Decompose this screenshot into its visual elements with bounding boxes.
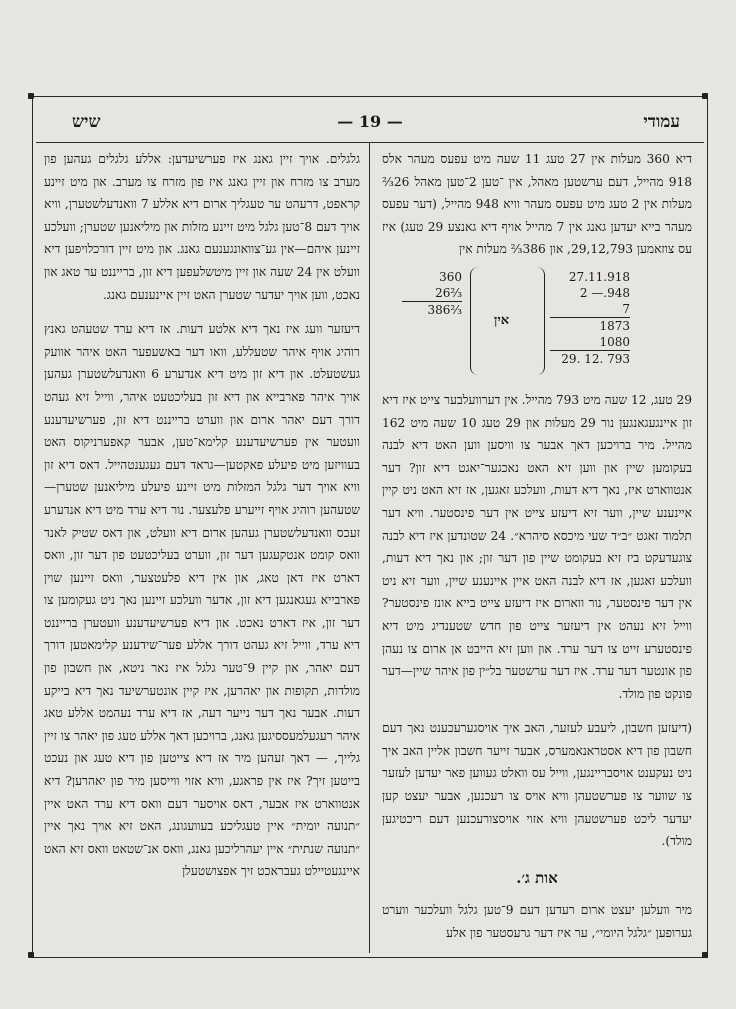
calc-value: 1080 [599, 334, 630, 349]
header-rule [36, 142, 704, 143]
paragraph: מיר וועלען יעצט ארום רעדען דעם 9־טען גלגל וועלכער ווערט גערופען ״גלגל היומי״, ער איז דער גרעסטער פון אלע [382, 903, 692, 941]
calc-total: 29. 12. 793 [550, 350, 630, 367]
frame-corner [28, 93, 34, 99]
calc-degrees [402, 269, 462, 318]
calc-value: 2 —.948 [579, 285, 630, 300]
right-column [382, 148, 692, 945]
paragraph: דיא 360 מעלות אין 27 טעג 11 שעה מיט עפעס מעהר אלס 918 מהייל, דעם ערשטען מאהל, אין ־טען 2־טען מאהל 26⅔ מעלות אין 2 טעג מיט עפעס מעהר וויא 948 מהייל, (דער עפעס מעהר בייא יעדען גאנג אין 7 מהייל אויף דיא גאנצע 29 טעג) איז עס צוזאמען 29,12,793, און 386⅔ מעלות אין [382, 152, 692, 257]
calc-label: אין [494, 312, 510, 328]
calc-value: 7 [622, 301, 630, 316]
paragraph: גלגלים. אויך זיין גאנג איז פערשיעדען: אללע גלגלים געהען פון מערב צו מזרח און זיין גאנג איז פון מזרח צו מערב. און מיט זיינע קראפט, דרעהט ער טעגליך ארום דיא אללע 7 וואנדעלשטערן, וויא אויך דעם 8־טען גלגל מיט זיינע מזלות און מיליאנען שטערן; וועלכע זיינען איהם—אין גע־צוואונגענעם גאנג. און מיט זיין דורכלויפען דיא וועלט אין 24 שעה און זיין מיטשלעפען דיא זון, ברייננט ער טאג און נאכט, ווען אויך יעדער שטערן האט זיין איינענעם גאנג. [44, 152, 360, 302]
header-page-word: עמודי [643, 112, 680, 132]
frame-corner [28, 952, 34, 958]
paragraph: (דיעזען חשבון, ליעבע לעזער, האב איך אויסגערעכענט נאך דעם חשבון פון דיא אסטראנאמערס, אבער זייער חשבון אליין האב איך ניט נעקענט אויסבריינגען, ווייל עס וואלט געווען פאר יעדען לעזער צו שווער צו פערשטעהן וויא אויס צו רעכנען, אבער יעצט קען יעדער ליכט פערשטעהן וויא אזוי אויסצורעכנען דעם ריכטיגען מולד). [382, 721, 692, 849]
calculation-block [382, 265, 692, 383]
brace [470, 267, 483, 375]
header-page-number: — 19 — [337, 112, 403, 131]
left-column [44, 148, 360, 883]
calc-value: 27.11.918 [568, 269, 630, 284]
header-section-word: שיש [72, 112, 101, 132]
frame-corner [702, 93, 708, 99]
calc-times [550, 269, 630, 367]
paragraph: דיעזער וועג איז נאך דיא אלטע דעות. אז דיא ערד שטעהט גאנץ רוהיג אויף איהר שטעללע, וואו דער באשעפער האט איהר אוועק געשטעלט. און דיא זון מיט דיא אנדערע 6 וואנדעלשטערן געהען אויך איהר פארבייא און דיא זון בעליכטעט איהר, ווייל זיא געהט דורך דעם יאהר ארום און ווערט ברייננט דיא זון, פערשיעדענע וועטער אין פערשיעדענע קלימא־טען, אבער קאפערניקוס האט בעוויזען מיט פיעלע פאקטען—גראד דעם געגענטהייל. דאס דיא זון וויא אויך דער גלגל המזלות מיט זיינע פיעלע מיליאנען שטערן—שטעהען רוהיג אויף זייערע פלעצער. נור דיא ערד מיט דיא אנדערע זעכס וואנדעלשטערן געהען ארום דיא וועלט, און דאס שטיק לאנד וואס קומט אנטקעגען דער זון, ווערט בעליכטעט פון דער זון, וואס דארט איז דאן טאג, און אין דיא פלעטצער, וואס זיינען שוין פארבייא געגאנגען דיא זון, אדער וועלכע זיינען נאך ניט געקומען צו דער זון, איז דארט נאכט. און דיא פערשיעדענע וועטערן ברייננט דיא ערד, ווייל זיא געהט דורך אללע פער־שידענע קלימאטען דורך דעם יאהר, און קיין 9־טער גלגל איז נאר ניטא, און חשבון פון מולדות, תקופות און יאהרען, איז קיין אונטערשיעד נאך דיא בייקע דעות. אבער נאך דער נייער דעה, אז דיא ערד נעהמט אללע טאג איהר רעגעלמעססיגען גאנג, ברויכען דאך אללע טעג פון יאהר צו זיין גלייך, — דאך זעהען מיר אז דיא צייטען פון דיא טעג און נעכט בייטען זיך? איז אין פראגע, וויא אזוי ווייסען מיר פון יאהרען? דיא אנטווארט איז אבער, דאס אויסער דעם וואס דיא ערד האט איין ״תנועה יומית״ איין טעגליכע בעוועגונג, האט זיא אויך נאך איין ״תנועה שנתית״ איין יעהרליכען גאנג, וואס אנ־שטאט וואס זיא האט איינגעטיילט געבראכט זיך אפצושטעלן [44, 322, 361, 879]
frame-corner [702, 952, 708, 958]
calc-total: 386⅔ [402, 301, 462, 318]
column-divider [369, 143, 370, 953]
calc-value: 360 [439, 269, 462, 284]
brace [532, 267, 545, 375]
paragraph: 29 טעג, 12 שעה מיט 793 מהייל. אין דערוועלבער צייט איז דיא זון איינגעגאנגען נור 29 מעלות און 29 טעג 10 שעה מיט 162 מהייל. מיר ברויכען דאך אבער צו וויסען ווען האט דיא לבנה בעקומען שיין און ווען זיא האט נאכגער־יאגט דיא זון? דער אנטווארט איז, נאך דיא דעות, וועלכע זאגען, אז זיא האט ניט קיין איינענע שיין, ווער זיא דיעזע צייט אין דער פינסטער. וויא דער תלמוד זאגט ״ב״ד שעי מיכסא סיהרא״. 24 שטונדען איז דיא לבנה צוגעדעקט ביז זיא בעקומט שיין פון דער זון; און נאך דיא דעות, וועלכע זאגען, אז דיא לבנה האט איין איינענע שיין, ווער זיא ניט אין דער פינסטער, נור ווארום איז דיעזע צייט בייא אונז פינסטער? ווייל זיא נעהט אין דיעזער צייט פון חדש שטענדיג מיט דיא פינסטערע זייט צו דער ערד. און ווען זיא הייבט אן ארום צו נעהן פון אונטער דער ערד. איז דער ערשטער בל״ין פון איהר שיין—דער פונקט פון מולד. [382, 392, 692, 701]
running-header [32, 106, 708, 140]
calc-value: 26⅔ [435, 285, 462, 300]
calc-value: 1873 [550, 317, 630, 334]
section-title: אות ג׳. [516, 868, 558, 887]
